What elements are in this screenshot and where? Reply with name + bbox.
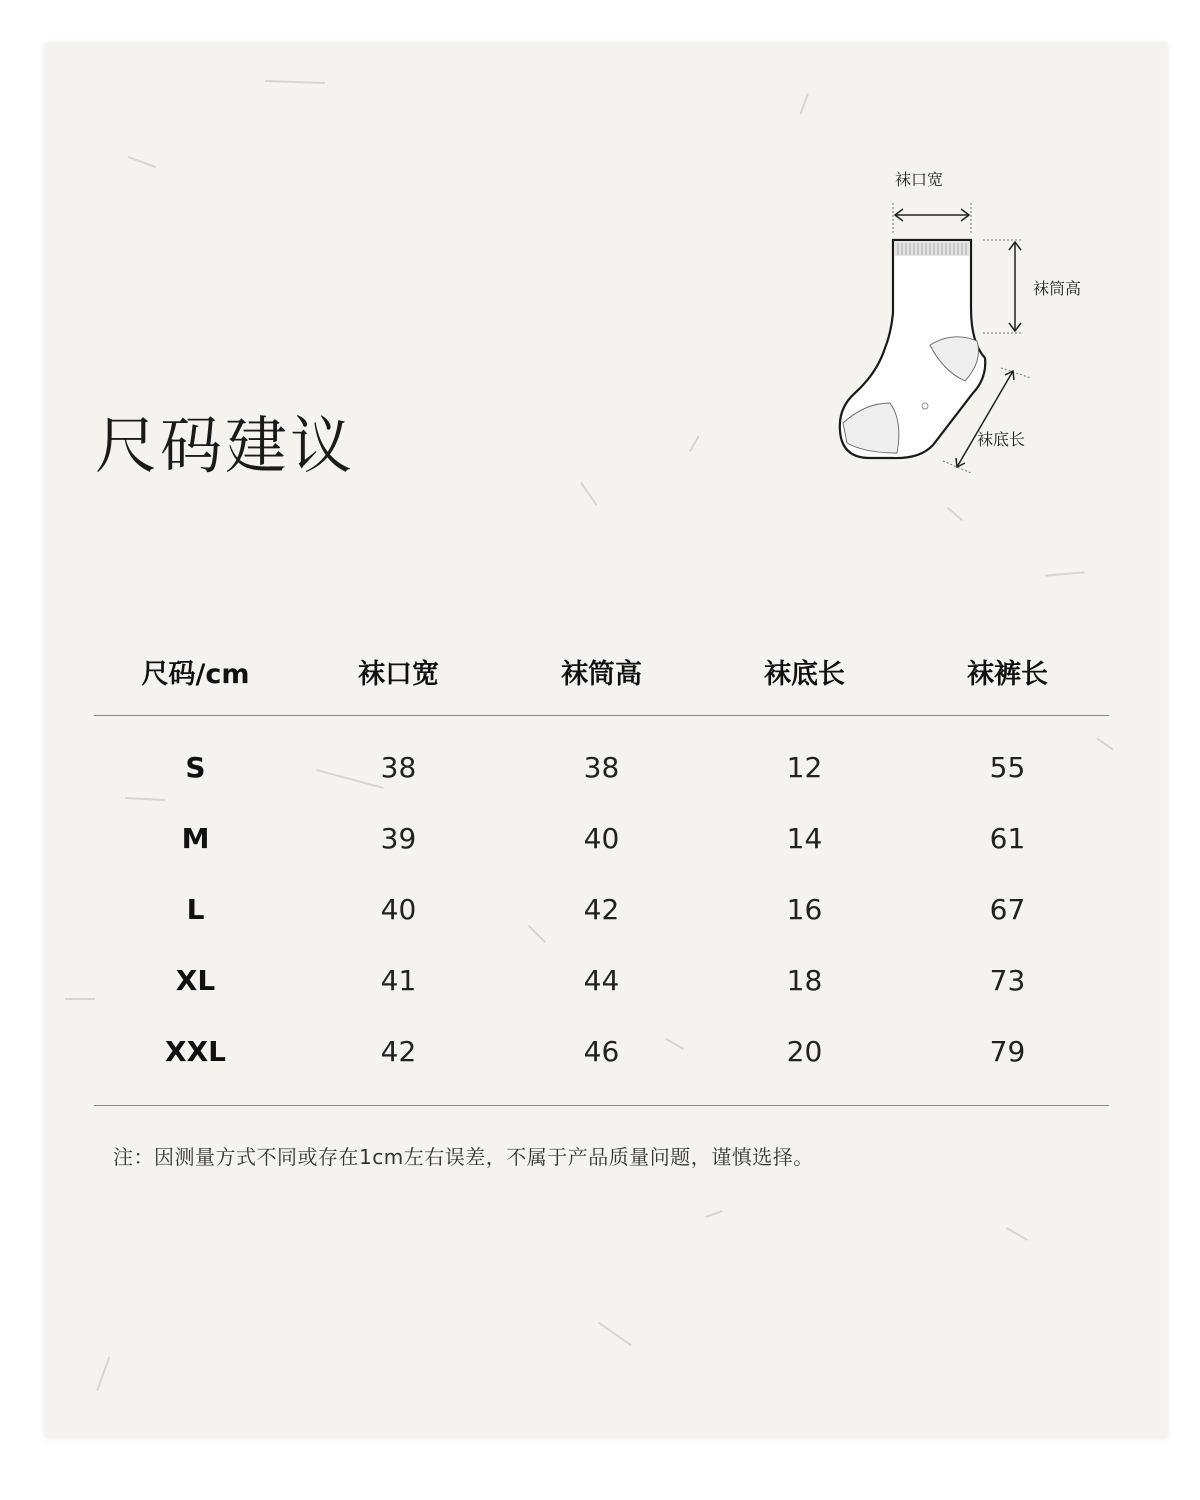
paper-fiber bbox=[947, 507, 963, 521]
value-cell: 44 bbox=[583, 964, 620, 997]
paper-fiber bbox=[265, 80, 325, 84]
footer-divider bbox=[94, 1105, 1109, 1106]
value-cell: 38 bbox=[380, 751, 417, 784]
paper-fiber bbox=[128, 156, 157, 168]
value-cell: 40 bbox=[583, 822, 620, 855]
header-hose-length: 袜裤长 bbox=[967, 658, 1048, 690]
table-row bbox=[94, 1016, 1109, 1087]
value-cell: 41 bbox=[380, 964, 417, 997]
diagram-tube-height-label: 袜筒高 bbox=[1033, 279, 1082, 298]
sock-illustration bbox=[825, 153, 1105, 503]
size-cell: S bbox=[185, 751, 206, 784]
table-header-row bbox=[94, 638, 1109, 704]
value-cell: 67 bbox=[989, 893, 1026, 926]
value-cell: 12 bbox=[786, 751, 823, 784]
paper-fiber bbox=[1006, 1227, 1028, 1240]
header-sole-length: 袜底长 bbox=[764, 658, 845, 690]
value-cell: 73 bbox=[989, 964, 1026, 997]
sock-diagram bbox=[825, 153, 1105, 503]
diagram-width-label: 袜口宽 bbox=[895, 170, 944, 189]
value-cell: 40 bbox=[380, 893, 417, 926]
value-cell: 61 bbox=[989, 822, 1026, 855]
value-cell: 14 bbox=[786, 822, 823, 855]
size-cell: M bbox=[181, 822, 210, 855]
size-cell: L bbox=[186, 893, 205, 926]
value-cell: 18 bbox=[786, 964, 823, 997]
paper-fiber bbox=[598, 1322, 632, 1346]
size-guide-card bbox=[45, 43, 1167, 1438]
table-row bbox=[94, 874, 1109, 945]
size-table bbox=[94, 638, 1109, 1106]
table-row bbox=[94, 732, 1109, 803]
diagram-sole-length-label: 袜底长 bbox=[977, 430, 1026, 449]
size-cell: XL bbox=[175, 964, 216, 997]
paper-fiber bbox=[580, 482, 597, 506]
paper-fiber bbox=[800, 93, 809, 114]
size-cell: XXL bbox=[164, 1035, 227, 1068]
paper-fiber bbox=[96, 1357, 110, 1391]
paper-fiber bbox=[1045, 571, 1085, 576]
header-size: 尺码/cm bbox=[141, 658, 250, 690]
measurement-note: 注：因测量方式不同或存在1cm左右误差，不属于产品质量问题，谨慎选择。 bbox=[113, 1145, 814, 1169]
value-cell: 20 bbox=[786, 1035, 823, 1068]
header-cuff-width: 袜口宽 bbox=[358, 658, 439, 690]
value-cell: 39 bbox=[380, 822, 417, 855]
paper-fiber bbox=[689, 436, 699, 452]
value-cell: 42 bbox=[380, 1035, 417, 1068]
table-row bbox=[94, 803, 1109, 874]
paper-fiber bbox=[705, 1210, 722, 1218]
value-cell: 79 bbox=[989, 1035, 1026, 1068]
value-cell: 16 bbox=[786, 893, 823, 926]
value-cell: 46 bbox=[583, 1035, 620, 1068]
table-row bbox=[94, 945, 1109, 1016]
page-title: 尺码建议 bbox=[95, 409, 356, 482]
table-body bbox=[94, 716, 1109, 1087]
paper-fiber bbox=[65, 998, 95, 1000]
header-tube-height: 袜筒高 bbox=[561, 658, 642, 690]
value-cell: 38 bbox=[583, 751, 620, 784]
value-cell: 55 bbox=[989, 751, 1026, 784]
value-cell: 42 bbox=[583, 893, 620, 926]
